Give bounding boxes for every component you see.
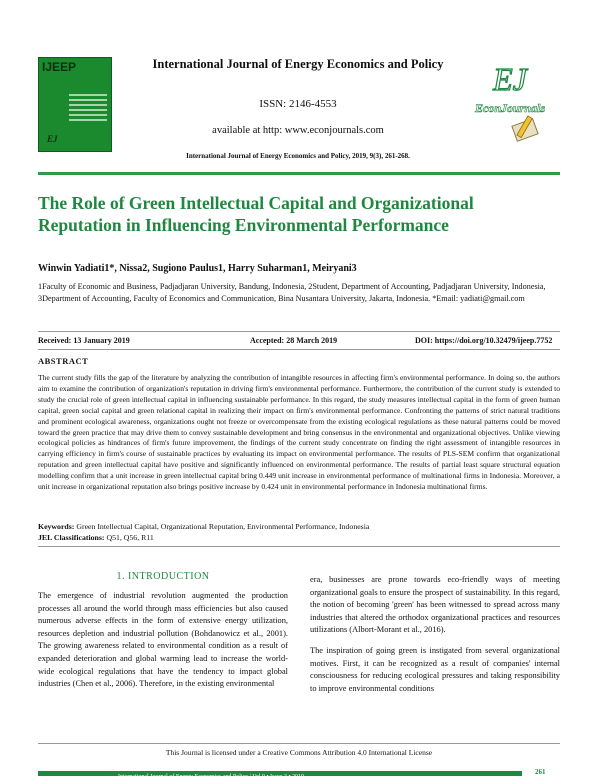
abstract-text: The current study fills the gap of the literature by analyzing the contribution of intangible resources in affecting firm's environmental performance. In doing so, the authors aim to examine the contribution of organization's reputation in driving firm's environmental performance. Furthermore, the contribution of the current study is extended to study the crucial role of green intellectual capital in influencing sustainable performance. In this regard, the study measures intellectual capital in the form of green human capital, green social capital and green relational capital in realizing their impact on firm's environmental performance. Confronting the patterns of strict natural traditions and prominent ecological awareness, organizations ought not freeze or overcompensate from the existing ecological regulations as these natural patterns could be moved toward the green practice that may drive them to convey sustainable development and bring consensus in the environmental and organizational objectives. Unlike viewing ecological policies as hindrances of firm's future improvement, the findings of the current study concentrate on finding the right assessment of intangible resources in carrying efficiency in firm's course of sustainable practices by evaluating its impact on environmental performance. The results of PLS-SEM confirm that organizational reputation and green intellectual capital have positive and significantly influenced on environmental performance. The results of partial least square structural equation modelling confirm that a unit increase in green intellectual capital bring 0.449 unit increase in environmental performance of multinational firms in Indonesia. Moreover, a unit increase in organizational reputation also brings positive increase by 0.424 unit in environmental performance in Indonesia multinational firms. [38,373,560,492]
body-column-right [310,574,560,703]
license-notice: This Journal is licensed under a Creative Commons Attribution 4.0 International License [165,748,433,757]
dates-row [38,336,560,345]
cover-title: IJEEP [42,60,77,74]
abstract-heading: ABSTRACT [38,356,89,366]
pencil-book-icon [512,116,538,141]
keywords-label: Keywords: [38,522,75,531]
affiliations: 1Faculty of Economic and Business, Padjadjaran University, Bandung, Indonesia, 2Student, Department of Accounting, Padjadjaran University, Indonesia, 3Department of Accounting, Faculty of Economics and Communication, Bina Nusantara University, Jakarta, Indonesia. *Email: yadiati@gmail.com [38,282,546,303]
jel-label: JEL Classifications: [38,532,105,542]
logo-econjournals-text: EconJournals [474,101,546,115]
author-list: Winwin Yadiati1*, Nissa2, Sugiono Paulus1, Harry Suharman1, Meiryani3 [38,263,357,274]
issn: ISSN: 2146-4553 [259,98,337,110]
body-column-left [38,590,288,699]
jel-value: Q51, Q56, R11 [106,532,154,542]
availability-link[interactable]: available at http: www.econjournals.com [212,125,384,136]
logo-ej-text: EJ [493,61,527,97]
cover-logo-mark: EJ [47,134,58,144]
econjournals-logo [470,52,550,152]
keywords-block [38,522,560,543]
citation-line: International Journal of Energy Economics and Policy, 2019, 9(3), 261-268. [186,152,410,160]
license-top-rule [38,743,560,744]
page-number: 261 [535,768,546,776]
paragraph: The emergence of industrial revolution augmented the production processes all around the world through mass efficiencies but also caused numerous adverse effects in the form of extensive energy utilization, resources depletion and industrial pollution (Bohdanowicz et al., 2001). The growing awareness related to environmental condition as a result of expanded deterioration and global warming lead to increase the world-wide ecological regulations that have the tendency to impact global industries (Chen et al., 2006). Therefore, in the existing environmental [38,591,288,689]
paragraph: era, businesses are prone towards eco-friendly ways of meeting organizational goals to ensure the prospect of sustainability. In this regard, the notion of becoming 'green' has been witnessed to spread across many industries that altered the orthodox organizational practices and resources utilizations (Albort-Morant et al., 2016). [310,575,560,635]
dates-bottom-rule [38,349,560,350]
abstract-bottom-rule [38,546,560,547]
cover-text-lines [69,94,107,124]
paragraph: The inspiration of going green is instigated from several organizational motives. First, it can be recognized as a result of companies' internal consciousness for reducing ecological pressures and taking responsibility to improve environmental conditions [310,645,560,693]
running-footer: International Journal of Energy Economics and Policy | Vol 9 • Issue 3 • 2019 [118,774,305,780]
accepted-date: Accepted: 28 March 2019 [250,336,338,345]
received-date: Received: 13 January 2019 [38,336,130,345]
dates-top-rule [38,331,560,332]
paper-title: The Role of Green Intellectual Capital and Organizational Reputation in Influencing Environmental Performance [38,193,474,235]
doi-link[interactable]: DOI: https://doi.org/10.32479/ijeep.7752 [415,336,553,345]
journal-cover-image [38,57,112,152]
keywords-value: Green Intellectual Capital, Organizational Reputation, Environmental Performance, Indonesia [76,522,370,531]
section-heading-introduction: 1. INTRODUCTION [116,571,210,582]
journal-title: International Journal of Energy Economics and Policy [152,57,444,71]
header-divider [38,172,560,175]
